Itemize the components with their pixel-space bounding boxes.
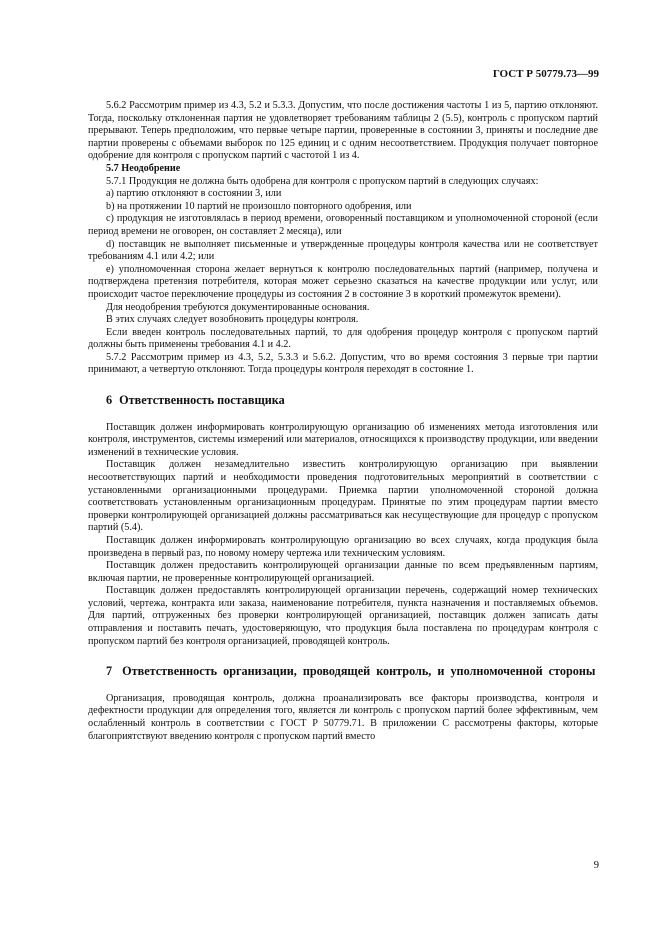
section-7-paragraph-1: Организация, проводящая контроль, должна проанализировать все факторы производства, контроля и дефектности продукции для определения того, является ли контроль с пропуском партий более эффективным, чем ослабленный контроль в соответствии с ГОСТ Р 50779.71. В приложении С рассмотрены факторы, которые благоприятствуют введению контроля с пропуском партий вместо [88,692,598,742]
section-7-number: 7 [106,664,113,679]
paragraph-if-introduced: Если введен контроль последовательных партий, то для одобрения процедур контроля с пропуском партий должны быть применены требования 4.1 и 4.2. [88,326,598,351]
subheading-5-7: 5.7 Неодобрение [106,162,181,174]
paragraph-documented-grounds: Для неодобрения требуются документированные основания. [106,301,370,313]
section-6-paragraph-3: Поставщик должен информировать контролирующую организацию во всех случаях, когда продукция была произведена в первый раз, по новому номеру чертежа или техническим условиям. [88,534,598,559]
section-6-title: Ответственность поставщика [119,393,285,408]
list-item-b: b) на протяжении 10 партий не произошло повторного одобрения, или [106,200,412,212]
paragraph-5-6-2: 5.6.2 Рассмотрим пример из 4.3, 5.2 и 5.3.3. Допустим, что после достижения частоты 1 из 5, партию отклоняют. Тогда, поскольку отклоненная партия не удовлетворяет требованиям таблицы 2 (5.5), контроль с пропуском партий прерывают. Теперь предположим, что первые четыре партии, проверенные в состоянии 3, приняты и последние две партии проверены с объемами выборок по 125 единиц и с одним несоответствием. Продукция получает повторное одобрение для контроля с пропуском партий с частотой 1 из 4. [88,100,598,162]
list-item-d: d) поставщик не выполняет письменные и утвержденные процедуры контроля качества или не соответствует требованиям 4.1 или 4.2; или [88,238,598,263]
section-6-paragraph-5: Поставщик должен предоставлять контролирующей организации перечень, содержащий номер технических условий, чертежа, контракта или заказа, наименование потребителя, пункта назначения и поставляемых объемов. Для партий, отгруженных без проверки контролирующей организацией, поставщик должен записать даты отправления и поставить печать, удостоверяющую, что продукция была поставлена по процедурам контроля с пропуском партий без контроля организацией, проводящей контроль. [88,585,598,647]
section-6-heading [88,393,598,408]
list-item-e: e) уполномоченная сторона желает вернуться к контролю последовательных партий (например, получена и подтверждена претензия потребителя, которая может серьезно сказаться на качестве продукции или услуг, или происходит частое переключение процедуры из состояния 2 в состояние 3 в короткий промежуток времени). [88,263,598,300]
document-id-header: ГОСТ Р 50779.73—99 [492,68,599,80]
list-item-a: a) партию отклоняют в состоянии 3, или [106,188,282,200]
section-6-paragraph-2: Поставщик должен незамедлительно известить контролирующую организацию при выявлении несоответствующих партий и необходимости проведения подготовительных мероприятий в соответствии с установленными организационными процедурами. Приемка партии уполномоченной стороной должна соответствовать установленным организационным процедурам. Принятые по этим процедурам партии вместо проверки контролирующей организацией должны рассматриваться как несуществующие для процедур с пропуском партий (5.4). [88,459,598,534]
section-6-paragraph-1: Поставщик должен информировать контролирующую организацию об изменениях метода изготовления или контроля, инструментов, системы измерений или материалов, относящихся к производству продукции, или введении изменений в технические условия. [88,421,598,458]
paragraph-5-7-2: 5.7.2 Рассмотрим пример из 4.3, 5.2, 5.3.3 и 5.6.2. Допустим, что во время состояния 3 первые три партии принимают, а четвертую отклоняют. Тогда процедуры контроля переходят в состояние 1. [88,351,598,376]
list-item-c: c) продукция не изготовлялась в период времени, оговоренный поставщиком и уполномоченной стороной (если период времени не оговорен, он составляет 2 месяца), или [88,213,598,237]
page-body [88,100,598,743]
paragraph-5-7-1: 5.7.1 Продукция не должна быть одобрена для контроля с пропуском партий в следующих случаях: [106,175,539,187]
section-7-title: Ответственность организации, проводящей контроль, и уполномоченной стороны [122,664,596,679]
section-6-paragraph-4: Поставщик должен предоставить контролирующей организации данные по всем предъявленным партиям, включая партии, не проверенные контролирующей организацией. [88,560,598,584]
paragraph-resume: В этих случаях следует возобновить процедуры контроля. [106,314,359,326]
page-number: 9 [593,860,599,871]
section-6-number: 6 [106,393,113,408]
section-7-heading [106,664,598,679]
